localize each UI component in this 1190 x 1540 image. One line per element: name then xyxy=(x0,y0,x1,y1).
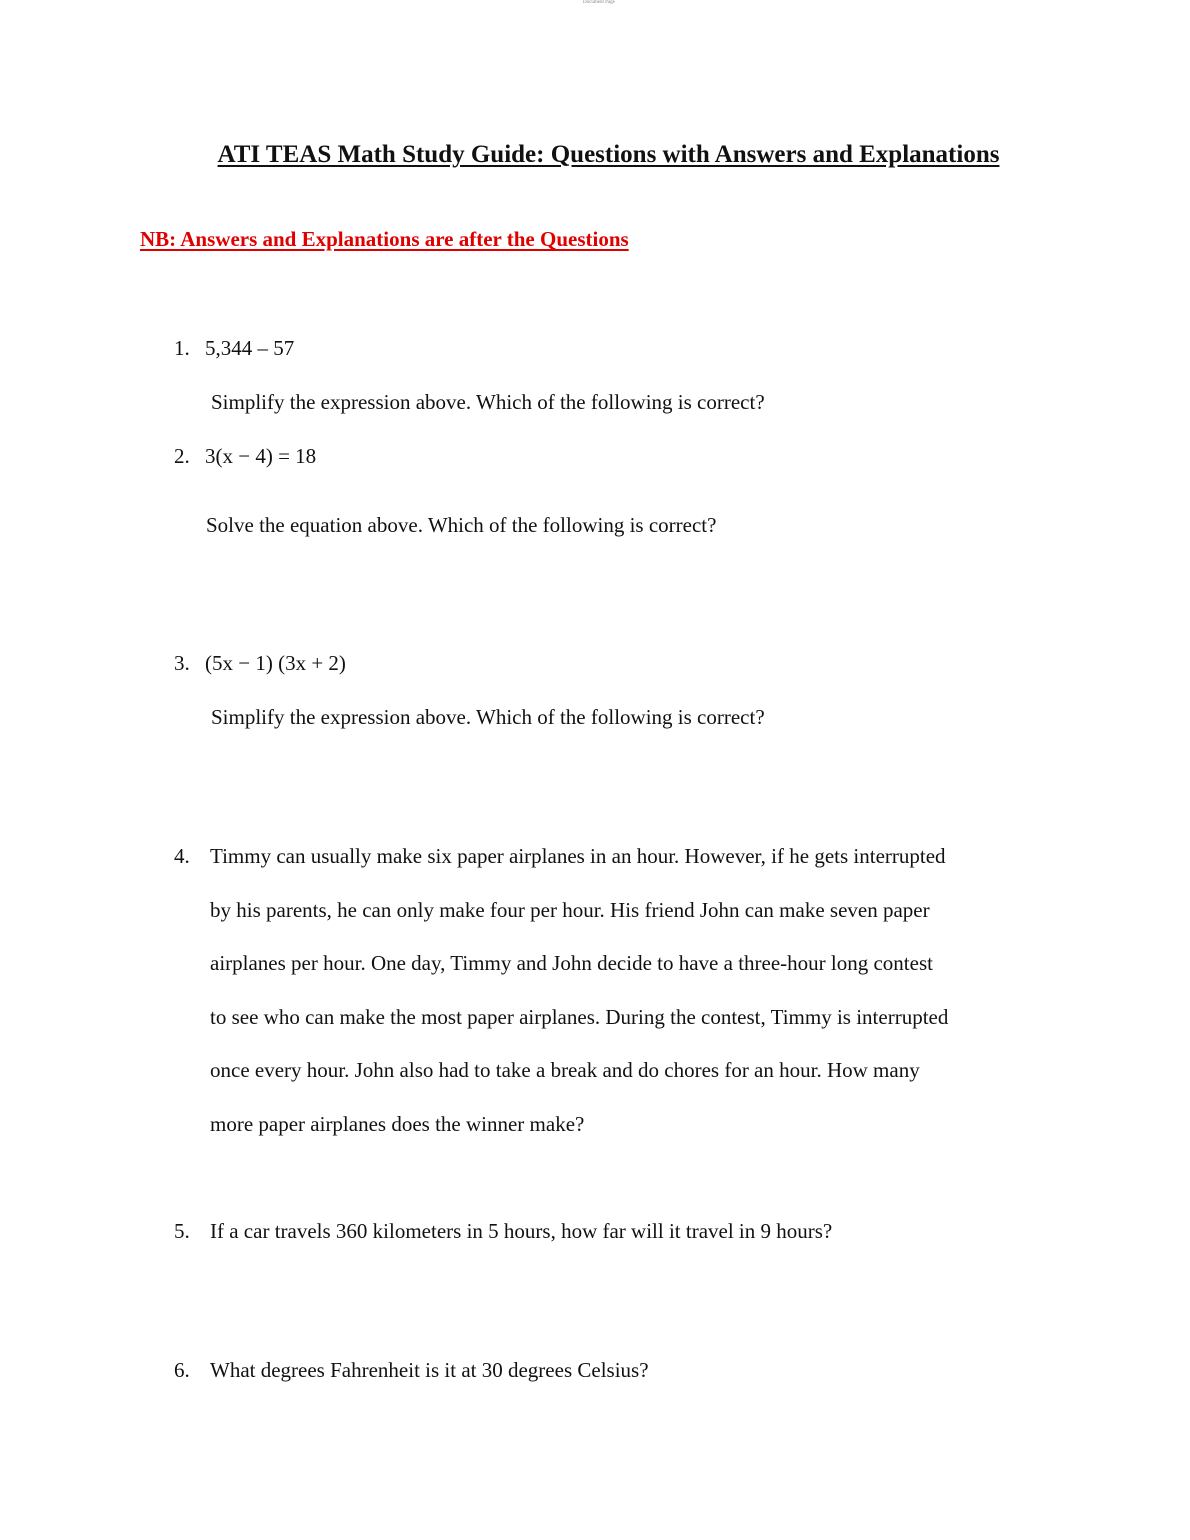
question-text: If a car travels 360 kilometers in 5 hours, how far will it travel in 9 hours? xyxy=(210,1219,833,1243)
question-number: 2. xyxy=(174,444,190,468)
question-number: 1. xyxy=(174,336,190,360)
note-banner: NB: Answers and Explanations are after the Questions xyxy=(140,227,629,251)
question-expression: (5x − 1) (3x + 2) xyxy=(205,651,346,675)
question-line: more paper airplanes does the winner make? xyxy=(210,1112,585,1136)
question-expression: 5,344 – 57 xyxy=(205,336,295,360)
question-line: once every hour. John also had to take a break and do chores for an hour. How many xyxy=(210,1058,920,1082)
question-line: Timmy can usually make six paper airplanes in an hour. However, if he gets interrupted xyxy=(210,844,946,868)
question-expression: 3(x − 4) = 18 xyxy=(205,444,317,468)
question-prompt: Simplify the expression above. Which of the following is correct? xyxy=(211,390,765,414)
question-number: 3. xyxy=(174,651,190,675)
question-number: 5. xyxy=(174,1219,190,1243)
header-mark: Document Page xyxy=(583,0,615,5)
question-line: by his parents, he can only make four per hour. His friend John can make seven paper xyxy=(210,898,930,922)
question-line: to see who can make the most paper airplanes. During the contest, Timmy is interrupted xyxy=(210,1005,949,1029)
question-prompt: Solve the equation above. Which of the following is correct? xyxy=(206,513,717,537)
question-number: 6. xyxy=(174,1358,190,1382)
question-number: 4. xyxy=(174,844,190,868)
document-title: ATI TEAS Math Study Guide: Questions with Answers and Explanations xyxy=(217,141,1000,168)
question-text: What degrees Fahrenheit is it at 30 degrees Celsius? xyxy=(210,1358,649,1382)
question-prompt: Simplify the expression above. Which of the following is correct? xyxy=(211,705,765,729)
question-line: airplanes per hour. One day, Timmy and John decide to have a three-hour long contest xyxy=(210,951,933,975)
